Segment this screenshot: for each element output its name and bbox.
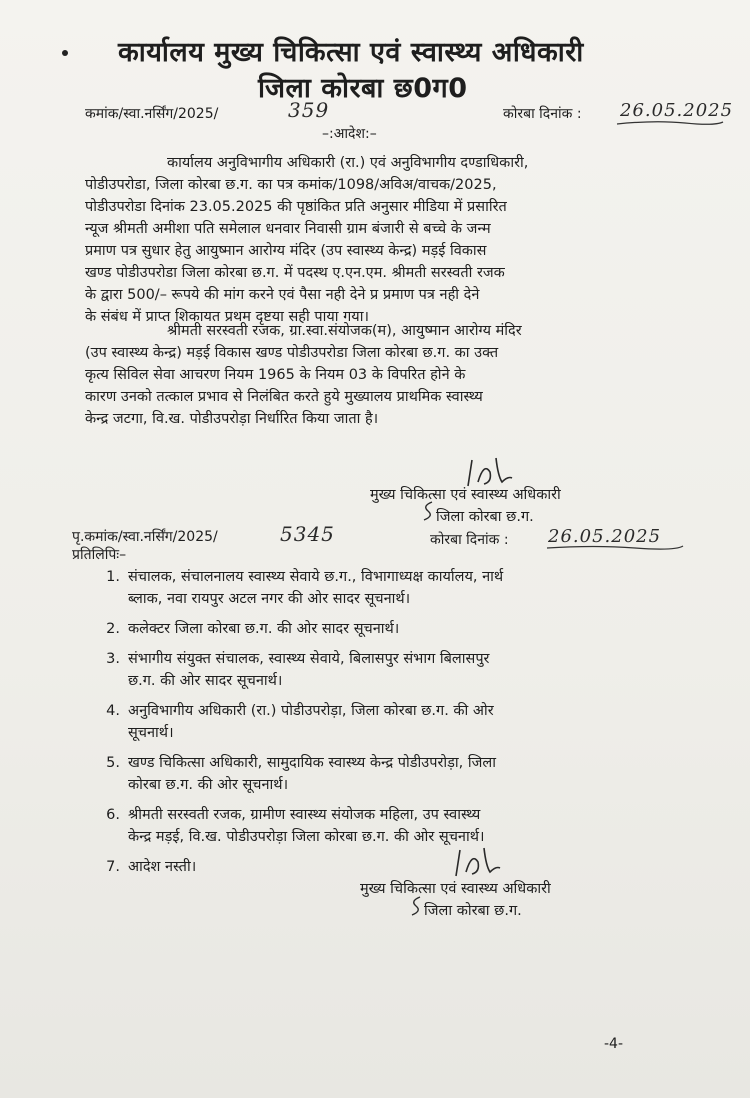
list-item: 2. कलेक्टर जिला कोरबा छ.ग. की ओर सादर सूचनार्थ। (106, 621, 400, 637)
signature2-flourish (408, 895, 424, 917)
signature2-designation: मुख्य चिकित्सा एवं स्वास्थ्य अधिकारी (360, 881, 551, 897)
district-title: जिला कोरबा छ0ग0 (258, 73, 468, 104)
order-date-label: कोरबा दिनांक : (503, 106, 582, 122)
para1-line: खण्ड पोडीउपरोडा जिला कोरबा छ.ग. में पदस्थ ए.एन.एम. श्रीमती सरस्वती रजक (85, 265, 505, 281)
copy-recipients-list (90, 566, 690, 886)
order-paragraph-2 (85, 320, 685, 430)
copy-to-label: प्रतिलिपिः– (72, 547, 127, 563)
endorsement-date-handwritten: 26.05.2025 (548, 526, 662, 547)
order-number-handwritten: 359 (288, 98, 330, 122)
para2-line: श्रीमती सरस्वती रजक, ग्रा.स्वा.संयोजक(म), आयुष्मान आरोग्य मंदिर (167, 323, 522, 339)
endorsement-date-label: कोरबा दिनांक : (430, 532, 509, 548)
list-item: 3. संभागीय संयुक्त संचालक, स्वास्थ्य सेवाये, बिलासपुर संभाग बिलासपुर छ.ग. की ओर सादर सूचनार्थ। (106, 651, 490, 689)
endorsement-number-handwritten: 5345 (280, 522, 335, 546)
list-item: 5. खण्ड चिकित्सा अधिकारी, सामुदायिक स्वास्थ्य केन्द्र पोडीउपरोड़ा, जिला कोरबा छ.ग. की ओर सूचनार्थ। (106, 755, 496, 793)
signature1-flourish (420, 500, 436, 522)
list-item: 1. संचालक, संचालनालय स्वास्थ्य सेवाये छ.ग., विभागाध्यक्ष कार्यालय, नार्थ ब्लाक, नवा रायपुर अटल नगर की ओर सादर सूचनार्थ। (106, 569, 504, 607)
page-number: -4- (604, 1036, 624, 1052)
para1-line: कार्यालय अनुविभागीय अधिकारी (रा.) एवं अनुविभागीय दण्डाधिकारी, (167, 155, 529, 171)
para2-line: कारण उनको तत्काल प्रभाव से निलंबित करते हुये मुख्यालय प्राथमिक स्वास्थ्य (85, 389, 483, 405)
order-paragraph-1 (85, 152, 685, 328)
para2-line: कृत्य सिविल सेवा आचरण नियम 1965 के नियम 03 के विपरित होने के (85, 367, 466, 383)
punch-mark (62, 50, 68, 56)
signature-initials-2 (450, 842, 510, 882)
para1-line: के द्वारा 500/– रूपये की मांग करने एवं पैसा नही देने प्र प्रमाण पत्र नही देने (85, 287, 480, 303)
endorsement-prefix: पृ.कमांक/स्वा.नर्सिंग/2025/ (72, 529, 218, 545)
order-number-prefix: कमांक/स्वा.नर्सिंग/2025/ (85, 106, 219, 122)
list-item: 6. श्रीमती सरस्वती रजक, ग्रामीण स्वास्थ्य संयोजक महिला, उप स्वास्थ्य केन्द्र मड़ई, वि.ख. पोडीउपरोड़ा जिला कोरबा छ.ग. की ओर सूचनार्थ। (106, 807, 485, 845)
signature1-designation: मुख्य चिकित्सा एवं स्वास्थ्य अधिकारी (370, 487, 561, 503)
para1-line: प्रमाण पत्र सुधार हेतु आयुष्मान आरोग्य मंदिर (उप स्वास्थ्य केन्द्र) मड़ई विकास (85, 243, 487, 259)
para1-line: न्यूज श्रीमती अमीशा पति समेलाल धनवार निवासी ग्राम बंजारी से बच्चे के जन्म (85, 221, 491, 237)
order-heading: –:आदेश:– (322, 126, 377, 142)
para2-line: केन्द्र जटगा, वि.ख. पोडीउपरोड़ा निर्धारित किया जाता है। (85, 411, 379, 427)
order-date-handwritten: 26.05.2025 (620, 100, 734, 121)
signature2-district: जिला कोरबा छ.ग. (424, 903, 522, 919)
office-title: कार्यालय मुख्य चिकित्सा एवं स्वास्थ्य अधिकारी (118, 37, 584, 68)
para1-line: पोडीउपरोडा दिनांक 23.05.2025 की पृष्ठांकित प्रति अनुसार मीडिया में प्रसारित (85, 199, 507, 215)
date-underline (615, 118, 725, 128)
para1-line: पोडीउपरोडा, जिला कोरबा छ.ग. का पत्र कमांक/1098/अविअ/वाचक/2025, (85, 177, 497, 193)
list-item: 7. आदेश नस्ती। (106, 859, 197, 875)
endorsement-date-underline (545, 543, 685, 553)
para1-line: के संबंध में प्राप्त शिकायत प्रथम दृष्टया सही पाया गया। (85, 309, 369, 325)
list-item: 4. अनुविभागीय अधिकारी (रा.) पोडीउपरोड़ा, जिला कोरबा छ.ग. की ओर सूचनार्थ। (106, 703, 494, 741)
signature1-district: जिला कोरबा छ.ग. (436, 509, 534, 525)
para2-line: (उप स्वास्थ्य केन्द्र) मड़ई विकास खण्ड पोडीउपरोडा जिला कोरबा छ.ग. का उक्त (85, 345, 499, 361)
